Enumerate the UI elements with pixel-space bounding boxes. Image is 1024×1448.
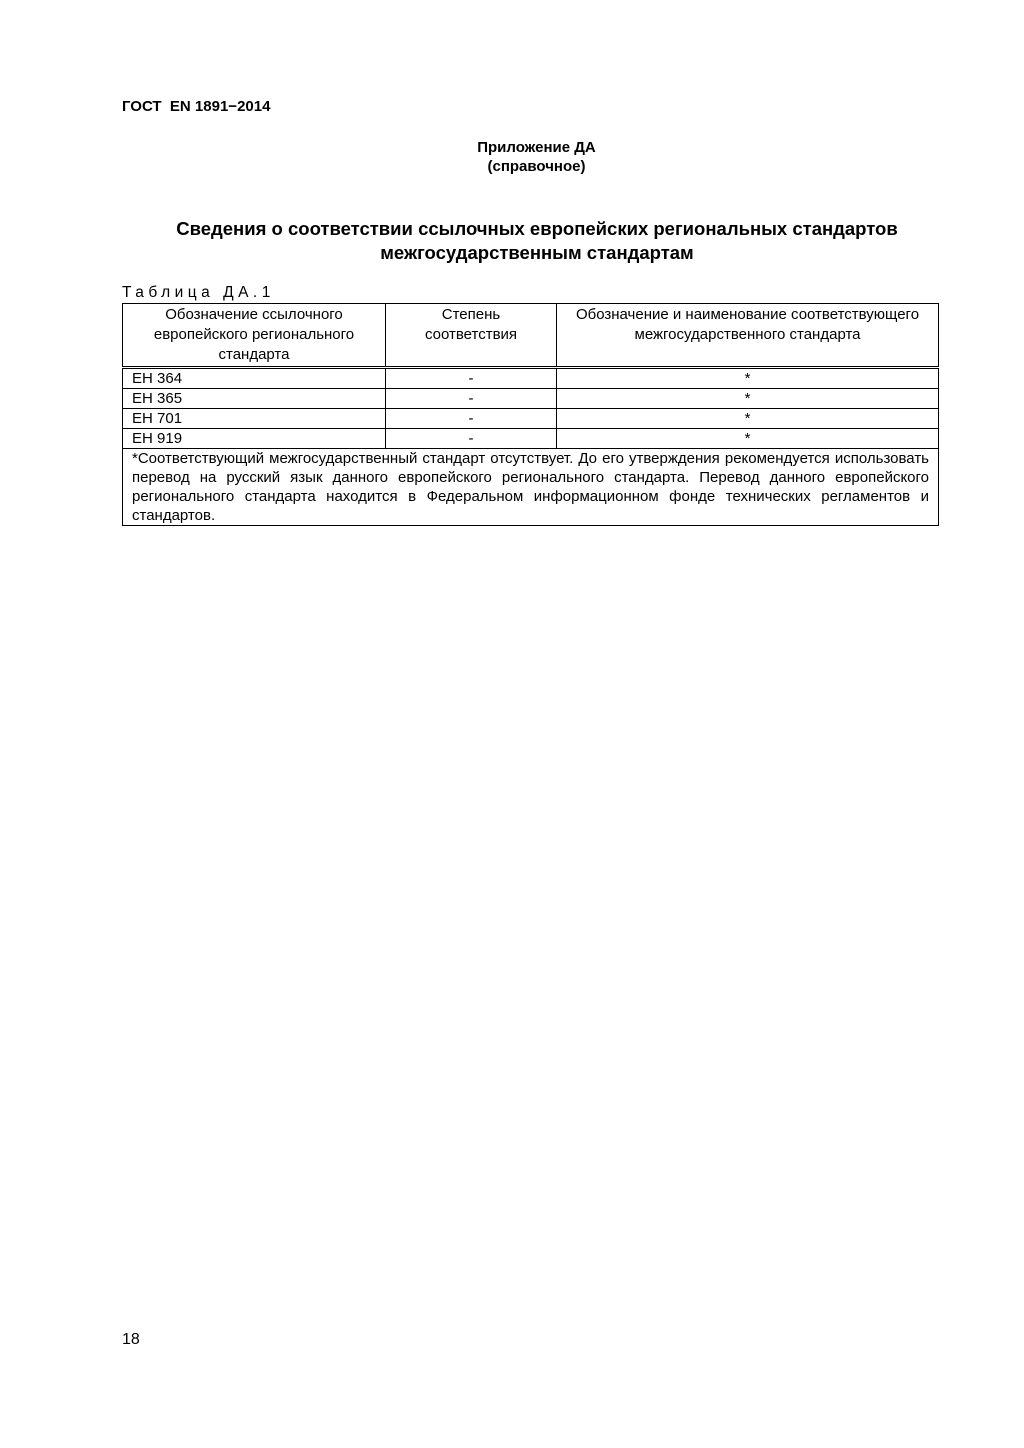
page-number: 18	[122, 1331, 140, 1348]
table-row	[123, 368, 939, 389]
section-title-line-1: Сведения о соответствии ссылочных европейских региональных стандартов	[176, 218, 898, 239]
cell-designation: ЕН 919	[123, 429, 386, 449]
appendix-heading	[380, 138, 693, 176]
table-label: Таблица ДА.1	[122, 284, 275, 301]
section-title	[122, 217, 952, 265]
cell-designation: ЕН 365	[123, 389, 386, 409]
header-reference-standard: Обозначение ссылочного европейского регионального стандарта	[123, 304, 386, 368]
cell-degree: -	[386, 368, 557, 389]
cell-corresponding: *	[557, 429, 939, 449]
table-row	[123, 389, 939, 409]
section-title-line-2: межгосударственным стандартам	[380, 242, 694, 263]
table-footnote-row	[123, 449, 939, 526]
table-header-row	[123, 304, 939, 368]
document-code: ГОСТ EN 1891−2014	[122, 98, 271, 115]
table-row	[123, 409, 939, 429]
correspondence-table	[122, 303, 939, 526]
cell-degree: -	[386, 429, 557, 449]
cell-degree: -	[386, 389, 557, 409]
header-corresponding-standard: Обозначение и наименование соответствующего межгосударственного стандарта	[557, 304, 939, 368]
cell-degree: -	[386, 409, 557, 429]
appendix-name: Приложение ДА	[477, 139, 596, 156]
cell-designation: ЕН 701	[123, 409, 386, 429]
table-row	[123, 429, 939, 449]
cell-corresponding: *	[557, 368, 939, 389]
cell-corresponding: *	[557, 409, 939, 429]
cell-corresponding: *	[557, 389, 939, 409]
appendix-type: (справочное)	[487, 158, 586, 175]
cell-designation: ЕН 364	[123, 368, 386, 389]
table-footnote: *Соответствующий межгосударственный стандарт отсутствует. До его утверждения рекомендуется использовать перевод на русский язык данного европейского регионального стандарта. Перевод данного европейского регионального стандарта находится в Федеральном информационном фонде технических регламентов и стандартов.	[123, 449, 939, 526]
header-degree-of-conformity: Степень соответствия	[386, 304, 557, 368]
